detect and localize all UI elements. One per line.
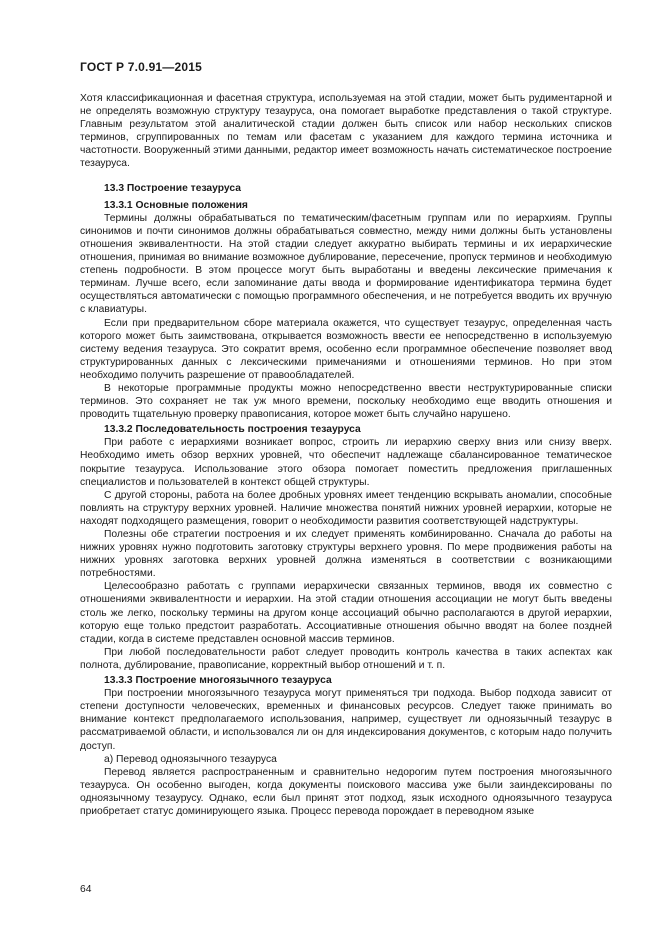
paragraph: Термины должны обрабатываться по тематическим/фасетным группам или по иерархиям. Группы синонимов и почти синонимов должны обрабатываться совместно, между ними должны быть установлены отношения эквивалентности. На этой стадии следует аккуратно выбирать термины и их иерархические отношения, принимая во внимание возможное дублирование, пересечение, пропуск терминов и необходимую степень подробности. В этом процессе могут быть выработаны и введены лексические примечания к терминам. Лучше всего, если запоминание даты ввода и формирование идентификатора термина будет осуществляться автоматически с помощью программного обеспечения, и не потребуется вводить их вручную с клавиатуры.	[80, 212, 612, 316]
document-header: ГОСТ Р 7.0.91—2015	[80, 60, 203, 74]
paragraph: Полезны обе стратегии построения и их следует применять комбинированно. Сначала до работы на нижних уровнях нужно подготовить заготовку структуры верхнего уровня. По мере продвижения работы на нижних уровнях заготовка верхних уровней должна изменяться в соответствии с возникающими потребностями.	[80, 529, 612, 580]
section-heading: 13.3 Построение тезауруса	[104, 182, 241, 194]
list-item: а) Перевод одноязычного тезауруса	[104, 753, 277, 765]
subsection-heading-multilingual: 13.3.3 Построение многоязычного тезауруса	[104, 675, 332, 687]
subsection-heading-sequence: 13.3.2 Последовательность построения тезауруса	[104, 424, 361, 436]
page-content	[80, 92, 612, 818]
subsection-heading-basics: 13.3.1 Основные положения	[104, 199, 248, 211]
paragraph: Целесообразно работать с группами иерархически связанных терминов, вводя их совместно с отношениями эквивалентности и иерархии. На этой стадии отношения ассоциации не могут быть введены столь же легко, поскольку термины на другом конце ассоциаций обычно располагаются в другой иерархии, которую еще только предстоит разработать. Ассоциативные отношения обычно вводят на более поздней стадии, когда в системе представлен основной массив терминов.	[80, 581, 612, 645]
intro-paragraph: Хотя классификационная и фасетная структура, используемая на этой стадии, может быть рудиментарной и не определять возможную структуру тезауруса, она помогает выработке представления о такой структуре. Главным результатом этой аналитической стадии должен быть список или набор нескольких списков терминов, сгруппированных по темам или фасетам с указанием для каждого термина источника и частотности. Вооруженный этими данными, редактор имеет возможность начать систематическое построение тезауруса.	[80, 93, 612, 170]
paragraph: При построении многоязычного тезауруса могут применяться три подхода. Выбор подхода зависит от степени доступности человеческих, временных и финансовых ресурсов. Следует также принимать во внимание контекст предполагаемого использования, например, существует ли одноязычный тезаурус в рассматриваемой области, и использовался ли он для индексирования документов, с которым надо получить доступ.	[80, 688, 612, 752]
paragraph: При работе с иерархиями возникает вопрос, строить ли иерархию сверху вниз или снизу вверх. Необходимо иметь обзор верхних уровней, что обеспечит надлежаще сбалансированное тематическое покрытие тезауруса. Использование этого обзора помогает поместить предложения приглашенных специалистов и пользователей в контекст общей структуры.	[80, 437, 612, 488]
page-number: 64	[80, 884, 92, 895]
paragraph: При любой последовательности работ следует проводить контроль качества в таких аспектах как полнота, дублирование, правописание, корректный выбор отношений и т. п.	[80, 646, 612, 671]
paragraph: В некоторые программные продукты можно непосредственно ввести неструктурированные списки терминов. Это сохраняет не так уж много времени, поскольку необходимо еще вводить отношения и проводить тщательную проверку правописания, которое может быть случайно нарушено.	[80, 382, 612, 421]
paragraph: Перевод является распространенным и сравнительно недорогим путем построения многоязычного тезауруса. Он особенно выгоден, когда документы поискового массива уже были заиндексированы по одноязычному тезаурусу. Однако, если был принят этот подход, язык исходного одноязычного тезауруса приобретает статус доминирующего языка. Процесс перевода порождает в переводном языке	[80, 766, 612, 817]
paragraph: С другой стороны, работа на более дробных уровнях имеет тенденцию вскрывать аномалии, способные повлиять на структуру верхних уровней. Наличие множества понятий нижних уровней иерархии, которые не находят подходящего размещения, говорит о необходимости развития соответствующей надструктуры.	[80, 489, 612, 527]
paragraph: Если при предварительном сборе материала окажется, что существует тезаурус, определенная часть которого может быть заимствована, открывается возможность ввести ее непосредственно в используемую систему ведения тезауруса. Это сократит время, особенно если программное обеспечение позволяет ввод структурированных данных с лексическими примечаниями и отношениями терминов. Но при этом необходимо получить разрешение от правообладателей.	[80, 317, 612, 381]
